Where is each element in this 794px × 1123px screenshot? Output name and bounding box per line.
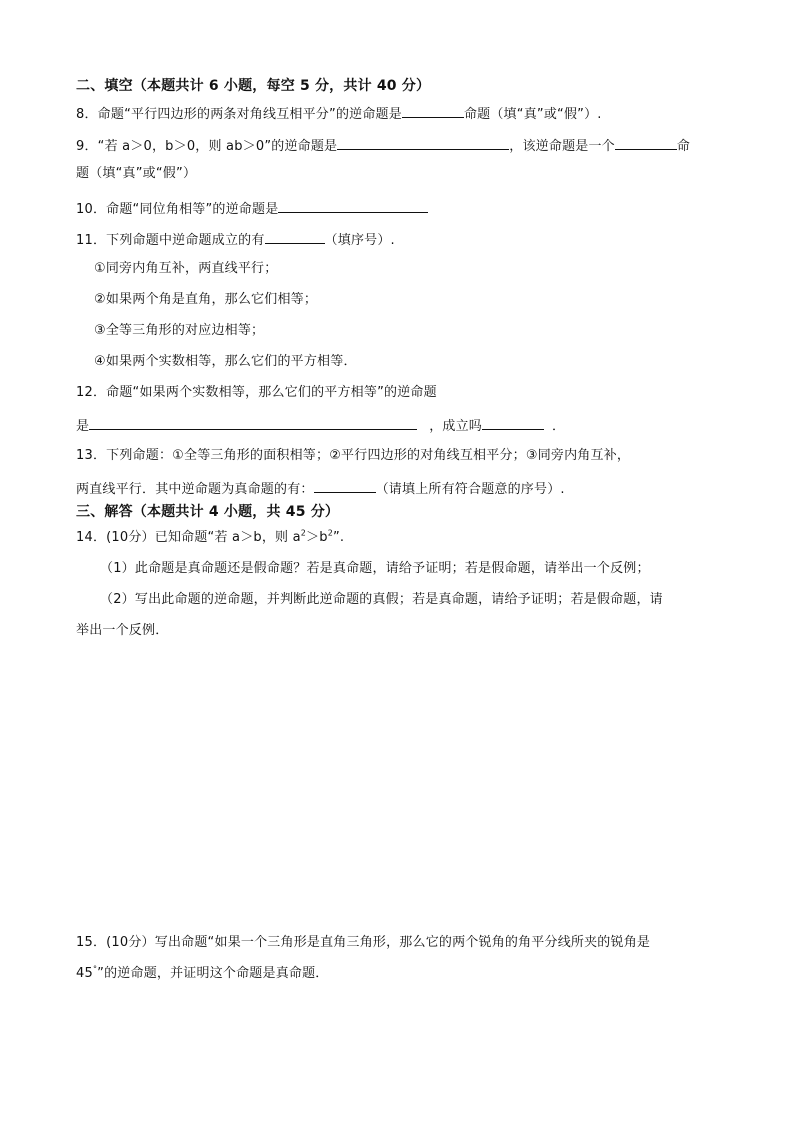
q13-suffix: （请填上所有符合题意的序号）. — [375, 482, 565, 497]
q11-item-1: ①同旁内角互补，两直线平行； — [94, 261, 278, 276]
q15-rest: ”的逆命题，并证明这个命题是真命题． — [97, 966, 329, 981]
q11-suffix: （填序号）. — [324, 233, 395, 248]
q13-prefix: 两直线平行．其中逆命题为真命题的有： — [76, 482, 314, 497]
q14-exp-b: 2 — [327, 528, 333, 538]
q14-text: 14．(10分）已知命题“若 a＞b，则 a — [76, 530, 301, 545]
q10-text: 10．命题“同位角相等”的逆命题是 — [76, 202, 279, 217]
question-11 — [76, 229, 395, 250]
q9-line-2: 题（填“真”或“假”） — [76, 166, 197, 181]
q13-line-2 — [76, 478, 565, 499]
q9-text: 9．“若 a＞0，b＞0，则 ab＞0”的逆命题是 — [76, 139, 338, 154]
question-10 — [76, 198, 428, 219]
q12-answer-blank-1[interactable] — [89, 415, 417, 430]
q9-answer-blank-2[interactable] — [615, 135, 677, 150]
q11-item-4: ④如果两个实数相等，那么它们的平方相等． — [94, 354, 357, 369]
q8-text: 8．命题“平行四边形的两条对角线互相平分”的逆命题是 — [76, 107, 402, 122]
question-8 — [76, 103, 602, 124]
q14-part-2: （2）写出此命题的逆命题，并判断此逆命题的真假；若是真命题，请给予证明；若是假命题，请 — [100, 592, 663, 607]
q15-line-2 — [76, 965, 329, 983]
section-3-heading: 三、解答（本题共计 4 小题，共 45 分） — [76, 504, 340, 520]
q14-end: ”. — [333, 530, 345, 545]
question-12: 12．命题“如果两个实数相等，那么它们的平方相等”的逆命题 — [76, 385, 437, 400]
q12-answer-blank-2[interactable] — [482, 415, 544, 430]
q12-prefix: 是 — [76, 419, 90, 434]
q11-item-2: ②如果两个角是直角，那么它们相等； — [94, 292, 318, 307]
question-9 — [76, 135, 690, 156]
q12-middle: ，成立吗 — [429, 419, 483, 434]
q8-suffix: 命题（填“真”或“假”）. — [463, 107, 602, 122]
q9-answer-blank-1[interactable] — [337, 135, 509, 150]
q9-end: 命 — [676, 139, 691, 154]
question-14 — [76, 529, 344, 547]
q11-answer-blank[interactable] — [265, 229, 325, 244]
q12-end: ． — [552, 419, 566, 434]
question-13: 13．下列命题：①全等三角形的面积相等；②平行四边形的对角线互相平分；③同旁内角互补， — [76, 448, 631, 463]
q13-answer-blank[interactable] — [314, 478, 376, 493]
q10-answer-blank[interactable] — [278, 198, 428, 213]
q14-exp-a: 2 — [300, 528, 307, 538]
q8-answer-blank[interactable] — [402, 103, 464, 118]
q11-text: 11．下列命题中逆命题成立的有 — [76, 233, 265, 248]
q15-degree: ° — [92, 964, 98, 974]
q14-part-2-continued: 举出一个反例． — [76, 623, 169, 638]
q12-line-2 — [76, 415, 565, 436]
q11-item-3: ③全等三角形的对应边相等； — [94, 323, 265, 338]
section-2-heading: 二、填空（本题共计 6 小题，每空 5 分，共计 40 分） — [76, 78, 431, 94]
q9-middle: ，该逆命题是一个 — [509, 139, 615, 154]
question-15: 15．(10分）写出命题“如果一个三角形是直角三角形，那么它的两个锐角的角平分线所夹的锐角是 — [76, 935, 651, 950]
q14-part-1: （1）此命题是真命题还是假命题？若是真命题，请给予证明；若是假命题，请举出一个反例； — [100, 561, 650, 576]
q14-mid: ＞b — [306, 530, 328, 545]
q15-angle: 45 — [76, 966, 93, 981]
